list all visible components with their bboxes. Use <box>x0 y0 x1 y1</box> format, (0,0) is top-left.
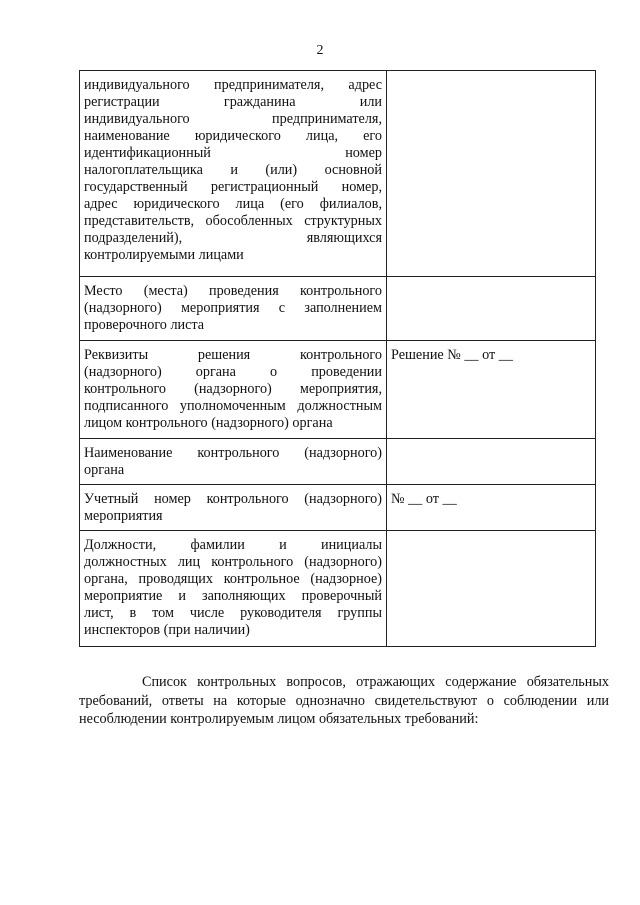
row-label-line: государственный регистрационный номер, <box>84 179 382 195</box>
row-label-line: должностных лиц контрольного (надзорного) <box>84 554 382 570</box>
row-label-line: мероприятие и заполняющих проверочный <box>84 588 382 604</box>
checklist-intro-paragraph: Список контрольных вопросов, отражающих содержание обязательных требований, ответы на которые однозначно свидетельствуют о соблюдении или несоблюдении контролируемым лицом обязательных требований: <box>79 674 609 727</box>
table-row <box>80 341 596 439</box>
row-label-cell <box>80 71 387 277</box>
table-row <box>80 485 596 531</box>
row-label-line: (надзорного) органа о проведении <box>84 364 382 380</box>
row-label-line: регистрации гражданина или <box>84 94 382 110</box>
row-label-line: идентификационный номер <box>84 145 382 161</box>
row-value-cell <box>387 485 596 531</box>
table-row <box>80 71 596 277</box>
table-row <box>80 277 596 341</box>
row-label-line: проверочного листа <box>84 317 205 333</box>
row-label-cell <box>80 341 387 439</box>
row-value-cell <box>387 439 596 485</box>
row-label-line: (надзорного) мероприятия с заполнением <box>84 300 382 316</box>
row-label-line: Наименование контрольного (надзорного) <box>84 445 382 461</box>
row-label-line: контрольного (надзорного) мероприятия, <box>84 381 382 397</box>
row-value-cell <box>387 71 596 277</box>
row-label-line: индивидуального предпринимателя, адрес <box>84 77 382 93</box>
row-label-line: Реквизиты решения контрольного <box>84 347 382 363</box>
row-label-line: органа <box>84 462 125 478</box>
table-row <box>80 439 596 485</box>
row-label-line: наименование юридического лица, его <box>84 128 382 144</box>
row-label-line: Учетный номер контрольного (надзорного) <box>84 491 382 507</box>
row-label-cell <box>80 485 387 531</box>
row-label-cell <box>80 277 387 341</box>
row-label-line: Должности, фамилии и инициалы <box>84 537 382 553</box>
row-label-line: контролируемыми лицами <box>84 247 244 263</box>
row-value-text: Решение № __ от __ <box>391 347 513 363</box>
row-label-line: лист, в том числе руководителя группы <box>84 605 382 621</box>
row-label-line: лицом контрольного (надзорного) органа <box>84 415 333 431</box>
row-value-text: № __ от __ <box>391 491 457 507</box>
row-label-line: мероприятия <box>84 508 163 524</box>
row-label-cell <box>80 531 387 647</box>
checklist-header-table <box>79 70 596 647</box>
row-value-cell <box>387 531 596 647</box>
row-label-line: инспекторов (при наличии) <box>84 622 250 638</box>
row-label-line: адрес юридического лица (его филиалов, <box>84 196 382 212</box>
row-value-cell <box>387 277 596 341</box>
row-label-line: органа, проводящих контрольное (надзорное) <box>84 571 382 587</box>
page-number: 2 <box>316 43 324 58</box>
row-label-line: индивидуального предпринимателя, <box>84 111 382 127</box>
row-label-line: подписанного уполномоченным должностным <box>84 398 382 414</box>
row-value-cell <box>387 341 596 439</box>
row-label-line: подразделений), являющихся <box>84 230 382 246</box>
row-label-line: налогоплательщика и (или) основной <box>84 162 382 178</box>
row-label-cell <box>80 439 387 485</box>
row-label-line: представительств, обособленных структурных <box>84 213 382 229</box>
table-body <box>80 71 596 647</box>
table-row <box>80 531 596 647</box>
row-label-line: Место (места) проведения контрольного <box>84 283 382 299</box>
